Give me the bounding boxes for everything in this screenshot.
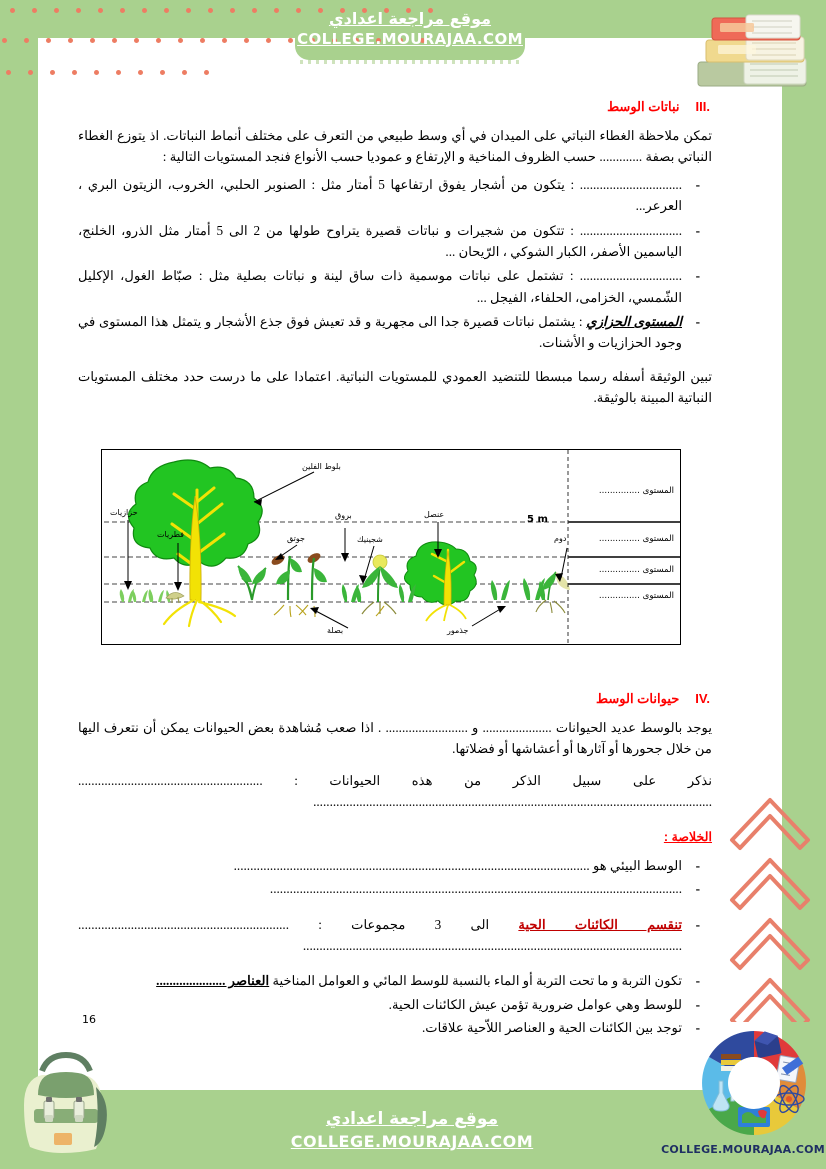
summary-list [78,855,712,1039]
document-body [78,96,712,415]
figure-label-fungi: فطريات [157,530,184,539]
summary-item-4: توجد بين الكائنات الحية و العناصر اللاّحية علاقات. [421,1020,682,1036]
site-url-footer: COLLEGE.MOURAJAA.COM [290,1132,534,1151]
large-tree [128,460,262,626]
blank-line-1: ............................... [579,176,682,192]
education-wheel-icon [693,1022,815,1144]
animals-paragraph: يوجد بالوسط عديد الحيوانات ..................... و ......................... . اذا صعب مُشاهدة بعض الحيوانات يمكن أن نتعرف اليها من خلال جحورها أو آثارها أو أعشاشها أو فضلاتها. [78,720,712,757]
small-tree [404,542,476,621]
blank-line-3: ............................... [579,268,682,284]
figure-label-bulb: بصلة [327,626,344,635]
level-description-4: : يشتمل نباتات قصيرة جدا الى مجهرية و قد تعيش فوق جذع الأشجار و يتمثل هذا المستوى في وجود الحزازيات و الأشنات. [78,314,682,351]
level-description-3: : تشتمل على نباتات موسمية ذات ساق لينة و نباتات بصلية مثل : صبّاط الغول، الإكليل الشّمسي، الخزامى، الحلفاء، الفيجل ... [78,268,682,305]
level-blank-3: المستوى ............... [598,565,674,575]
moss-level-term: المستوى الحزازي [586,314,682,330]
list-item [78,855,682,876]
list-item [78,174,682,217]
summary-item-1-continuation: ............................................................................................................................. [269,881,682,897]
figure-label-doum: دوم [554,534,567,543]
document-body-lower [78,688,712,1045]
flowering-plant [362,555,398,614]
figure-label-mosses: حزازيات [110,508,138,517]
summary-item-3: تكون التربة و ما تحت التربة أو الماء بالنسبة للوسط المائي و العوامل المناخية [269,973,682,989]
section-title: نباتات الوسط [607,99,680,114]
level-description-1: : يتكون من أشجار يفوق ارتفاعها 5 أمتار مثل : الصنوبر الحلبي، الخروب، الزيتون البري ، العرعر... [78,176,682,214]
list-item [78,914,682,957]
summary-item-2: الى 3 مجموعات : ................................................................ ................................................................................................................... [78,916,682,954]
blank-line-2: ............................... [579,222,683,238]
wheel-caption: COLLEGE.MOURAJAA.COM [661,1143,825,1156]
level-blank-1: المستوى ............... [598,486,674,496]
animals-examples-line: نذكر على سبيل الذكر من هذه الحيوانات : ........................................................ ......................................................................................................................... [78,772,712,810]
list-item [78,1017,682,1038]
summary-heading: الخلاصة : [663,829,712,844]
site-url: COLLEGE.MOURAJAA.COM [297,29,523,48]
decorative-dots-row-3 [6,70,209,75]
section-title: حيوانات الوسط [596,691,680,706]
left-green-band [0,0,38,1090]
living-beings-term: تنقسم الكائنات الحية [518,916,682,932]
backpack-icon [12,1047,120,1159]
summary-item-3-continuation: للوسط وهي عوامل ضرورية تؤمن عيش الكائنات الحية. [388,996,682,1012]
section-heading-animals [78,688,712,709]
plant-levels-list [78,174,712,354]
figure-label-onsol: عنصل [424,510,445,519]
moss-and-fungi [120,589,170,602]
figure-label-shujaynik: شجينيك [357,535,383,544]
plants-intro-paragraph: تمكن ملاحظة الغطاء النباتي على الميدان في أي وسط طبيعي من التعرف على مختلف أنماط النباتات. اذ يتوزع الغطاء النباتي بصفة ............. حسب الظروف المناخية و الإرتفاع و عموديا حسب الأنواع فنجد المستويات التالية : [78,128,712,165]
vegetation-strata-figure [101,449,681,645]
decorative-dots-faint [300,60,520,64]
list-item [78,311,682,354]
figure-scale-label: 5 m [527,514,548,525]
summary-item-1: الوسط البيئي هو ............................................................................................................ [233,857,682,873]
level-blank-2: المستوى ............... [598,534,674,544]
section-number: III. [695,99,710,114]
figure-label-oak: بلوط الفلين [302,462,341,471]
level-description-2: : تتكون من شجيرات و نباتات قصيرة يتراوح طولها من 2 الى 5 أمتار مثل الذرو، الخلنج، الياسمين الأصفر، الكبار الشوكي ، الرّيحان ... [78,222,682,259]
level-blank-4: المستوى ............... [598,591,674,601]
vegetation-illustration [102,450,680,644]
list-item [78,220,682,263]
stacked-books-icon [684,4,824,96]
figure-label-broq: بروق [335,511,352,520]
site-name-arabic: موقع مراجعة اعدادي [328,9,492,28]
site-name-arabic-footer: موقع مراجعة اعدادي [325,1109,499,1130]
section-number: IV. [695,691,710,706]
page-number: 16 [82,1013,96,1026]
elements-term: العناصر ..................... [156,973,270,989]
list-item [78,970,682,991]
section-heading-plants [78,96,712,117]
site-branding-footer [252,1108,572,1151]
chevron-up-decorations [726,786,816,1022]
summary-item-1-continuation-row [78,878,682,899]
figure-label-jawtaq: جوتق [287,534,305,543]
figure-label-rhizome: جذمور [447,626,469,635]
site-branding-header [280,8,540,48]
figure-instruction-paragraph: تبين الوثيقة أسفله رسما مبسطا للتنضيد العمودي للمستويات النباتية. اعتمادا على ما درست حدد مختلف المستويات النباتية المبينة بالوثيقة. [78,368,712,406]
summary-item-3-continuation-row [78,994,682,1015]
list-item [78,265,682,308]
